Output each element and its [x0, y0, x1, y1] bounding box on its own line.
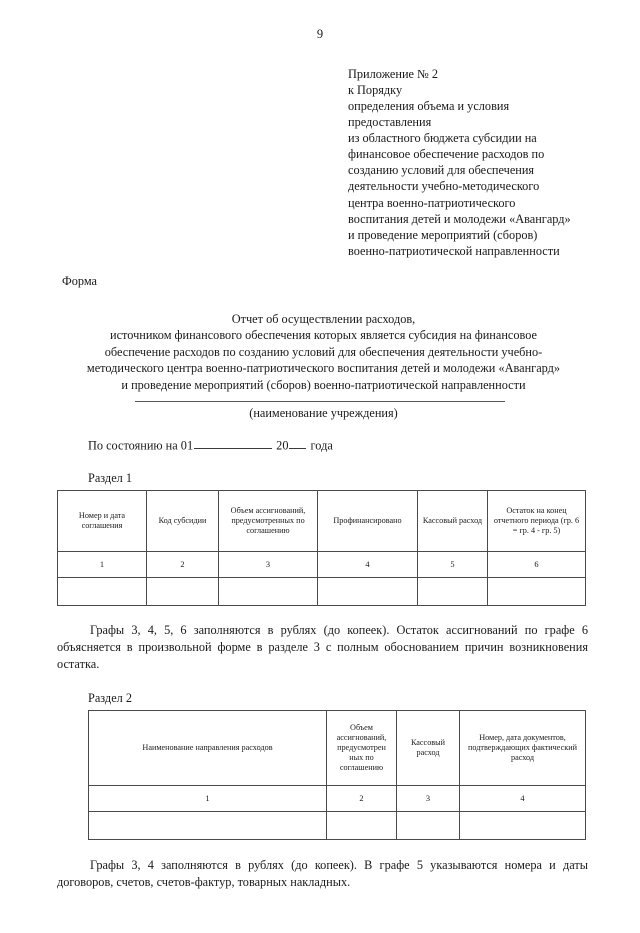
table-cell[interactable]: [418, 578, 488, 606]
table-column-number-row: [89, 786, 586, 812]
institution-name-underline: [135, 400, 505, 402]
column-header-subsidy-code: Код субсидии: [147, 491, 219, 552]
year-blank-field[interactable]: [289, 438, 306, 449]
section-1-label: Раздел 1: [88, 471, 133, 486]
table-row[interactable]: [89, 812, 586, 840]
column-number: 3: [397, 786, 460, 812]
column-header-allocations-volume: Объем ассигнований, предусмотрен ных по соглашению: [327, 711, 397, 786]
appendix-line: и проведение мероприятий (сборов): [348, 227, 538, 242]
table-row[interactable]: [58, 578, 586, 606]
table-cell[interactable]: [488, 578, 586, 606]
column-number: 1: [89, 786, 327, 812]
table-header-row: [58, 491, 586, 552]
report-date-line: [88, 438, 640, 453]
table-header-row: [89, 711, 586, 786]
appendix-line: из областного бюджета субсидии на: [348, 131, 537, 146]
appendix-line: центра военно-патриотического: [348, 195, 516, 210]
document-page: [0, 28, 640, 933]
table-cell[interactable]: [460, 812, 586, 840]
institution-caption: (наименование учреждения): [249, 405, 398, 420]
month-blank-field[interactable]: [194, 438, 272, 449]
title-line: методического центра военно-патриотического воспитания детей и молодежи «Авангард»: [86, 361, 561, 376]
report-date-suffix: года: [310, 438, 333, 453]
appendix-line: Приложение № 2: [348, 66, 439, 81]
section-2-table: [88, 710, 586, 840]
table-cell[interactable]: [397, 812, 460, 840]
year-prefix: 20: [276, 438, 289, 453]
column-number: 6: [488, 552, 586, 578]
appendix-line: предоставления: [348, 115, 432, 130]
table-column-number-row: [58, 552, 586, 578]
table-cell[interactable]: [318, 578, 418, 606]
institution-name-field[interactable]: [0, 400, 640, 402]
appendix-line: созданию условий для обеспечения: [348, 163, 535, 178]
column-number: 3: [219, 552, 318, 578]
appendix-line: финансовое обеспечение расходов по: [348, 147, 545, 162]
column-header-cash-expense: Кассовый расход: [397, 711, 460, 786]
appendix-line: воспитания детей и молодежи «Авангард»: [348, 211, 571, 226]
appendix-line: военно-патриотической направленности: [348, 243, 560, 258]
appendix-line: определения объема и условия: [348, 98, 510, 113]
column-number: 2: [327, 786, 397, 812]
appendix-reference-block: [348, 66, 633, 259]
column-number: 4: [318, 552, 418, 578]
section-1-table-wrapper: [57, 490, 640, 606]
section-1-table: [57, 490, 586, 606]
appendix-line: деятельности учебно-методического: [348, 179, 540, 194]
column-number: 4: [460, 786, 586, 812]
page-number: 9: [316, 27, 324, 41]
column-number: 2: [147, 552, 219, 578]
form-label: Форма: [62, 273, 97, 288]
column-header-expense-direction-name: Наименование направления расходов: [89, 711, 327, 786]
note-paragraph-section-1: Графы 3, 4, 5, 6 заполняются в рублях (до копеек). Остаток ассигнований по графе 6 объясняется в произвольной форме в разделе 3 с полным обоснованием причин возникновения остатка.: [57, 623, 588, 671]
title-line: обеспечение расходов по созданию условий для обеспечения деятельности учебно-: [104, 344, 543, 359]
table-cell[interactable]: [327, 812, 397, 840]
table-cell[interactable]: [58, 578, 147, 606]
column-number: 5: [418, 552, 488, 578]
title-line: источником финансового обеспечения которых является субсидия на финансовое: [110, 328, 537, 343]
column-header-financed: Профинансировано: [318, 491, 418, 552]
table-cell[interactable]: [219, 578, 318, 606]
title-line: Отчет об осуществлении расходов,: [231, 311, 416, 326]
document-title: [52, 311, 595, 393]
column-header-period-end-balance: Остаток на конец отчетного периода (гр. 6 = гр. 4 - гр. 5): [488, 491, 586, 552]
column-number: 1: [58, 552, 147, 578]
column-header-agreement-number-date: Номер и дата соглашения: [58, 491, 147, 552]
appendix-line: к Порядку: [348, 82, 403, 97]
column-header-allocations-volume: Объем ассигнований, предусмотренных по соглашению: [219, 491, 318, 552]
title-line: и проведение мероприятий (сборов) военно-патриотической направленности: [121, 377, 526, 392]
section-2-table-wrapper: [88, 710, 640, 840]
table-cell[interactable]: [89, 812, 327, 840]
column-header-supporting-documents: Номер, дата документов, подтверждающих фактический расход: [460, 711, 586, 786]
table-cell[interactable]: [147, 578, 219, 606]
section-2-label: Раздел 2: [88, 691, 133, 706]
column-header-cash-expense: Кассовый расход: [418, 491, 488, 552]
note-paragraph-section-2: Графы 3, 4 заполняются в рублях (до копеек). В графе 5 указываются номера и даты договоров, счетов, счетов-фактур, товарных накладных.: [57, 858, 588, 889]
report-date-prefix: По состоянию на 01: [88, 438, 194, 453]
